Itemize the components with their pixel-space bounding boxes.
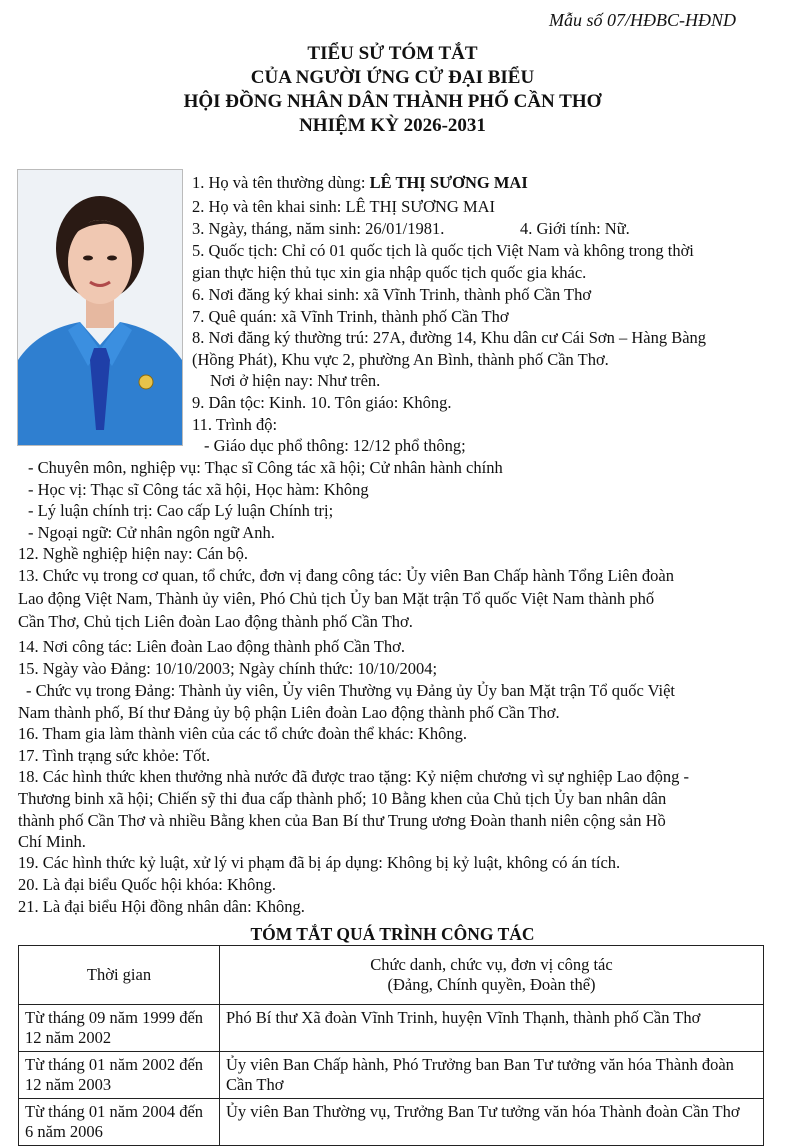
bio-organizations: 16. Tham gia làm thành viên của các tổ chức đoàn thể khác: Không. [18,724,467,743]
bio-education-heading: 11. Trình độ: [192,415,278,434]
header-position-line-1: Chức danh, chức vụ, đơn vị công tác [370,955,613,974]
table-row [19,1099,764,1146]
work-history-title: TÓM TẮT QUÁ TRÌNH CÔNG TÁC [250,924,535,944]
bio-birth-registration: 6. Nơi đăng ký khai sinh: xã Vĩnh Trinh, thành phố Cần Thơ [192,285,592,304]
bio-birth-date: 3. Ngày, tháng, năm sinh: 26/01/1981. [192,219,445,238]
candidate-portrait-photo [17,169,183,446]
bio-awards-2: Thương binh xã hội; Chiến sỹ thi đua cấp thành phố; 10 Bằng khen của Chủ tịch Ủy ban nhân dân [18,789,667,808]
bio-discipline: 19. Các hình thức kỷ luật, xử lý vi phạm đã bị áp dụng: Không bị kỷ luật, không có án tích. [18,853,621,872]
bio-party-position-1: - Chức vụ trong Đảng: Thành ủy viên, Ủy viên Thường vụ Đảng ủy Ủy ban Mặt trận Tổ quốc Việt [26,681,676,700]
bio-common-name [192,172,528,193]
bio-residence-1: 8. Nơi đăng ký thường trú: 27A, đường 14, Khu dân cư Cái Sơn – Hàng Bàng [192,328,707,347]
bio-degree: - Học vị: Thạc sĩ Công tác xã hội, Học hàm: Không [28,480,369,499]
bio-people-council: 21. Là đại biểu Hội đồng nhân dân: Không. [18,897,305,916]
bio-profession: - Chuyên môn, nghiệp vụ: Thạc sĩ Công tác xã hội; Cử nhân hành chính [28,458,503,477]
bio-current-address: Nơi ở hiện nay: Như trên. [210,371,381,390]
title-line-1: TIỂU SỬ TÓM TẮT [307,43,478,64]
header-position-line-2: (Đảng, Chính quyền, Đoàn thể) [387,975,596,994]
cell-position: Ủy viên Ban Chấp hành, Phó Trưởng ban Ban Tư tưởng văn hóa Thành đoàn Cần Thơ [220,1052,764,1099]
bio-party-dates: 15. Ngày vào Đảng: 10/10/2003; Ngày chính thức: 10/10/2004; [18,659,438,678]
bio-gender: 4. Giới tính: Nữ. [520,219,630,238]
work-history-rows [19,1005,764,1146]
bio-party-position-2: Nam thành phố, Bí thư Đảng ủy bộ phận Liên đoàn Lao động thành phố Cần Thơ. [18,703,560,722]
cell-time: Từ tháng 01 năm 2002 đến 12 năm 2003 [19,1052,220,1099]
title-line-4: NHIỆM KỲ 2026-2031 [299,115,486,136]
bio-residence-2: (Hồng Phát), Khu vực 2, phường An Bình, thành phố Cần Thơ. [192,350,609,369]
bio-common-name-label: 1. Họ và tên thường dùng: [192,173,370,192]
bio-health: 17. Tình trạng sức khỏe: Tốt. [18,746,211,765]
bio-workplace: 14. Nơi công tác: Liên đoàn Lao động thành phố Cần Thơ. [18,637,405,656]
header-position [220,946,764,1005]
bio-position-1: 13. Chức vụ trong cơ quan, tổ chức, đơn vị đang công tác: Ủy viên Ban Chấp hành Tổng Liên đoàn [18,566,674,585]
bio-birth-name: 2. Họ và tên khai sinh: LÊ THỊ SƯƠNG MAI [192,197,496,216]
form-number: Mẫu số 07/HĐBC-HĐND [549,10,736,30]
title-line-2: CỦA NGƯỜI ỨNG CỬ ĐẠI BIỂU [250,67,535,88]
bio-general-education: - Giáo dục phổ thông: 12/12 phổ thông; [204,436,466,455]
bio-foreign-language: - Ngoại ngữ: Cử nhân ngôn ngữ Anh. [28,523,275,542]
bio-political-theory: - Lý luận chính trị: Cao cấp Lý luận Chính trị; [28,501,334,520]
title-line-3: HỘI ĐỒNG NHÂN DÂN THÀNH PHỐ CẦN THƠ [183,91,602,112]
bio-national-assembly: 20. Là đại biểu Quốc hội khóa: Không. [18,875,276,894]
bio-hometown: 7. Quê quán: xã Vĩnh Trinh, thành phố Cần Thơ [192,307,509,326]
bio-position-3: Cần Thơ, Chủ tịch Liên đoàn Lao động thành phố Cần Thơ. [18,612,413,631]
bio-awards-3: thành phố Cần Thơ và nhiều Bằng khen của Ban Bí thư Trung ương Đoàn thanh niên cộng sản Hồ [18,811,666,830]
cell-position: Ủy viên Ban Thường vụ, Trưởng Ban Tư tưởng văn hóa Thành đoàn Cần Thơ [220,1099,764,1146]
table-row [19,1005,764,1052]
portrait-illustration [18,170,182,445]
bio-nationality-2: gian thực hiện thủ tục xin gia nhập quốc tịch quốc gia khác. [192,263,587,282]
cell-time: Từ tháng 09 năm 1999 đến 12 năm 2002 [19,1005,220,1052]
bio-ethnicity-religion: 9. Dân tộc: Kinh. 10. Tôn giáo: Không. [192,393,452,412]
cell-position: Phó Bí thư Xã đoàn Vĩnh Trinh, huyện Vĩnh Thạnh, thành phố Cần Thơ [220,1005,764,1052]
bio-awards-4: Chí Minh. [18,832,86,851]
table-row [19,1052,764,1099]
bio-nationality-1: 5. Quốc tịch: Chỉ có 01 quốc tịch là quốc tịch Việt Nam và không trong thời [192,241,694,260]
cell-time: Từ tháng 01 năm 2004 đến 6 năm 2006 [19,1099,220,1146]
work-history-table [18,945,764,1146]
bio-common-name-value: LÊ THỊ SƯƠNG MAI [369,173,528,192]
document-title [0,42,785,138]
bio-awards-1: 18. Các hình thức khen thưởng nhà nước đã được trao tặng: Kỷ niệm chương vì sự nghiệp Lao động - [18,767,689,786]
bio-occupation: 12. Nghề nghiệp hiện nay: Cán bộ. [18,544,249,563]
bio-position-2: Lao động Việt Nam, Thành ủy viên, Phó Chủ tịch Ủy ban Mặt trận Tổ quốc Việt Nam thành phố [18,589,655,608]
header-time: Thời gian [19,946,220,1005]
table-header-row [19,946,764,1005]
